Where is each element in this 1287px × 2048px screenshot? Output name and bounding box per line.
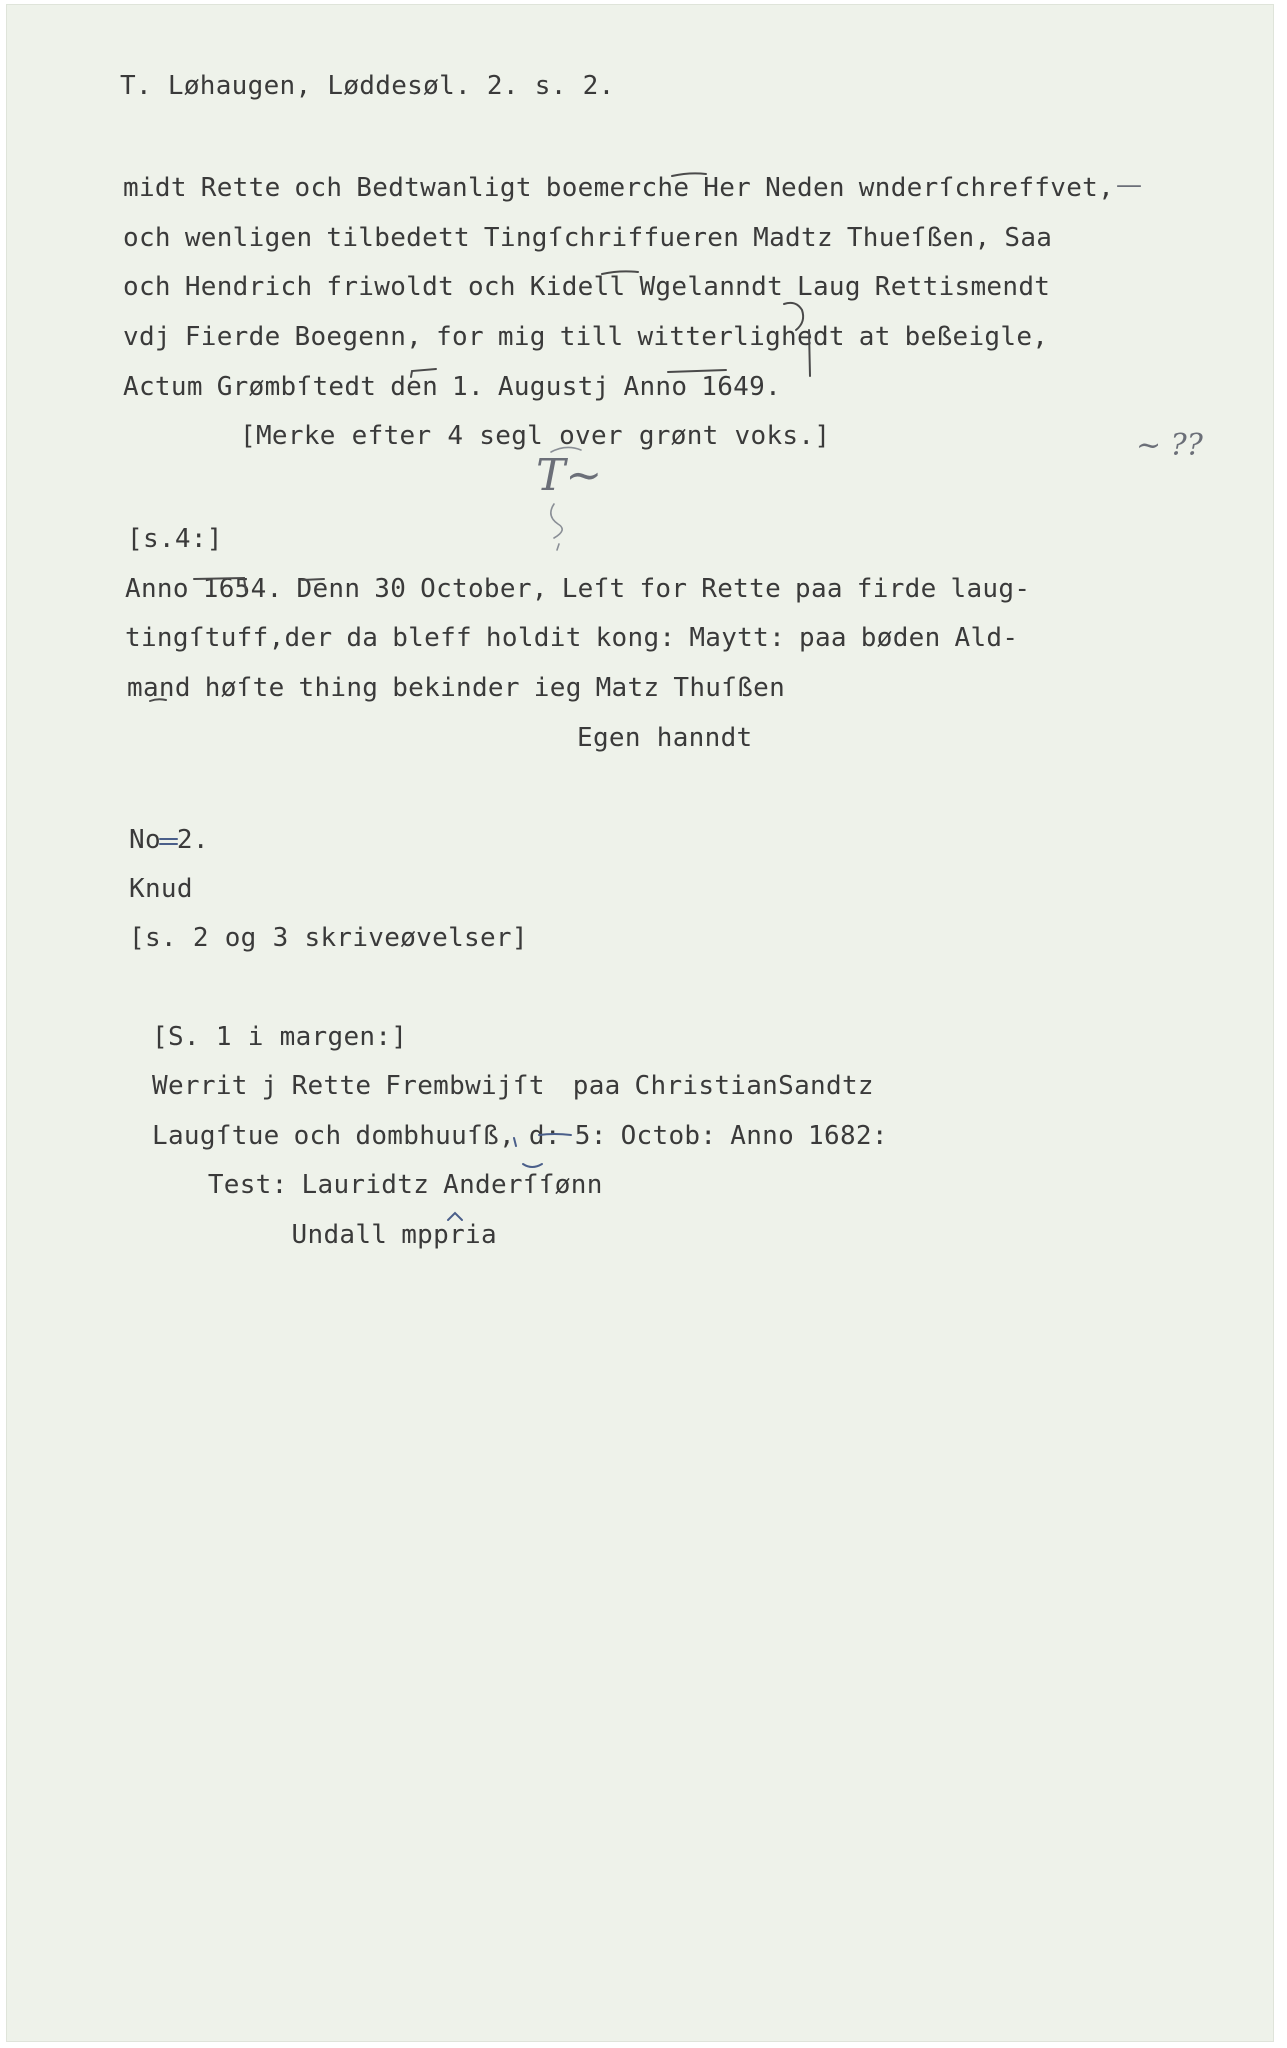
margin-line: Undall mppria bbox=[152, 1220, 497, 1250]
pencil-dash: — bbox=[1116, 170, 1142, 200]
page-ref: [s.4:] bbox=[127, 524, 223, 554]
body-line: Actum Grømbſtedt den 1. Augustj Anno 1649. bbox=[123, 372, 782, 402]
pencil-initial: T~ bbox=[536, 450, 603, 501]
body-line: mand høſte thing bekinder ieg Matz Thuſßen bbox=[127, 673, 786, 703]
seals-note: [Merke efter 4 segl over grønt voks.] bbox=[240, 421, 831, 451]
body-line: tingſtuff,der da bleff holdit kong: Maytt: paa bøden Ald- bbox=[125, 623, 1019, 653]
signature-line: Egen hanndt bbox=[577, 723, 753, 753]
document-page bbox=[6, 4, 1274, 2042]
margin-line: Test: Lauridtz Anderſſønn bbox=[152, 1170, 603, 1200]
margin-line: Werrit j Rette Frembwijſt paa ChristianSandtz bbox=[152, 1071, 874, 1101]
body-line: och wenligen tilbedett Tingſchriffueren Madtz Thueſßen, Saa bbox=[123, 223, 1053, 253]
page-header: T. Løhaugen, Løddesøl. 2. s. 2. bbox=[120, 71, 615, 101]
margin-line: Laugſtue och dombhuuſß, d: 5: Octob: Anno 1682: bbox=[152, 1121, 888, 1151]
document-number: No 2. bbox=[129, 825, 209, 855]
body-line: Anno 1654. Denn 30 October, Leſt for Rette paa firde laug- bbox=[125, 574, 1031, 604]
body-line: midt Rette och Bedtwanligt boemerche Her Neden wnderſchreffvet, bbox=[123, 173, 1115, 203]
body-line: och Hendrich friwoldt och Kidell Wgelanndt Laug Rettismendt bbox=[123, 272, 1051, 302]
pencil-query: ~ ?? bbox=[1136, 428, 1203, 463]
person-name: Knud bbox=[129, 874, 193, 904]
exercises-note: [s. 2 og 3 skriveøvelser] bbox=[129, 923, 528, 953]
margin-ref: [S. 1 i margen:] bbox=[152, 1022, 408, 1052]
handwritten-annotations bbox=[6, 4, 1274, 2042]
body-line: vdj Fierde Boegenn, for mig till witterlighedt at beßeigle, bbox=[123, 322, 1049, 352]
